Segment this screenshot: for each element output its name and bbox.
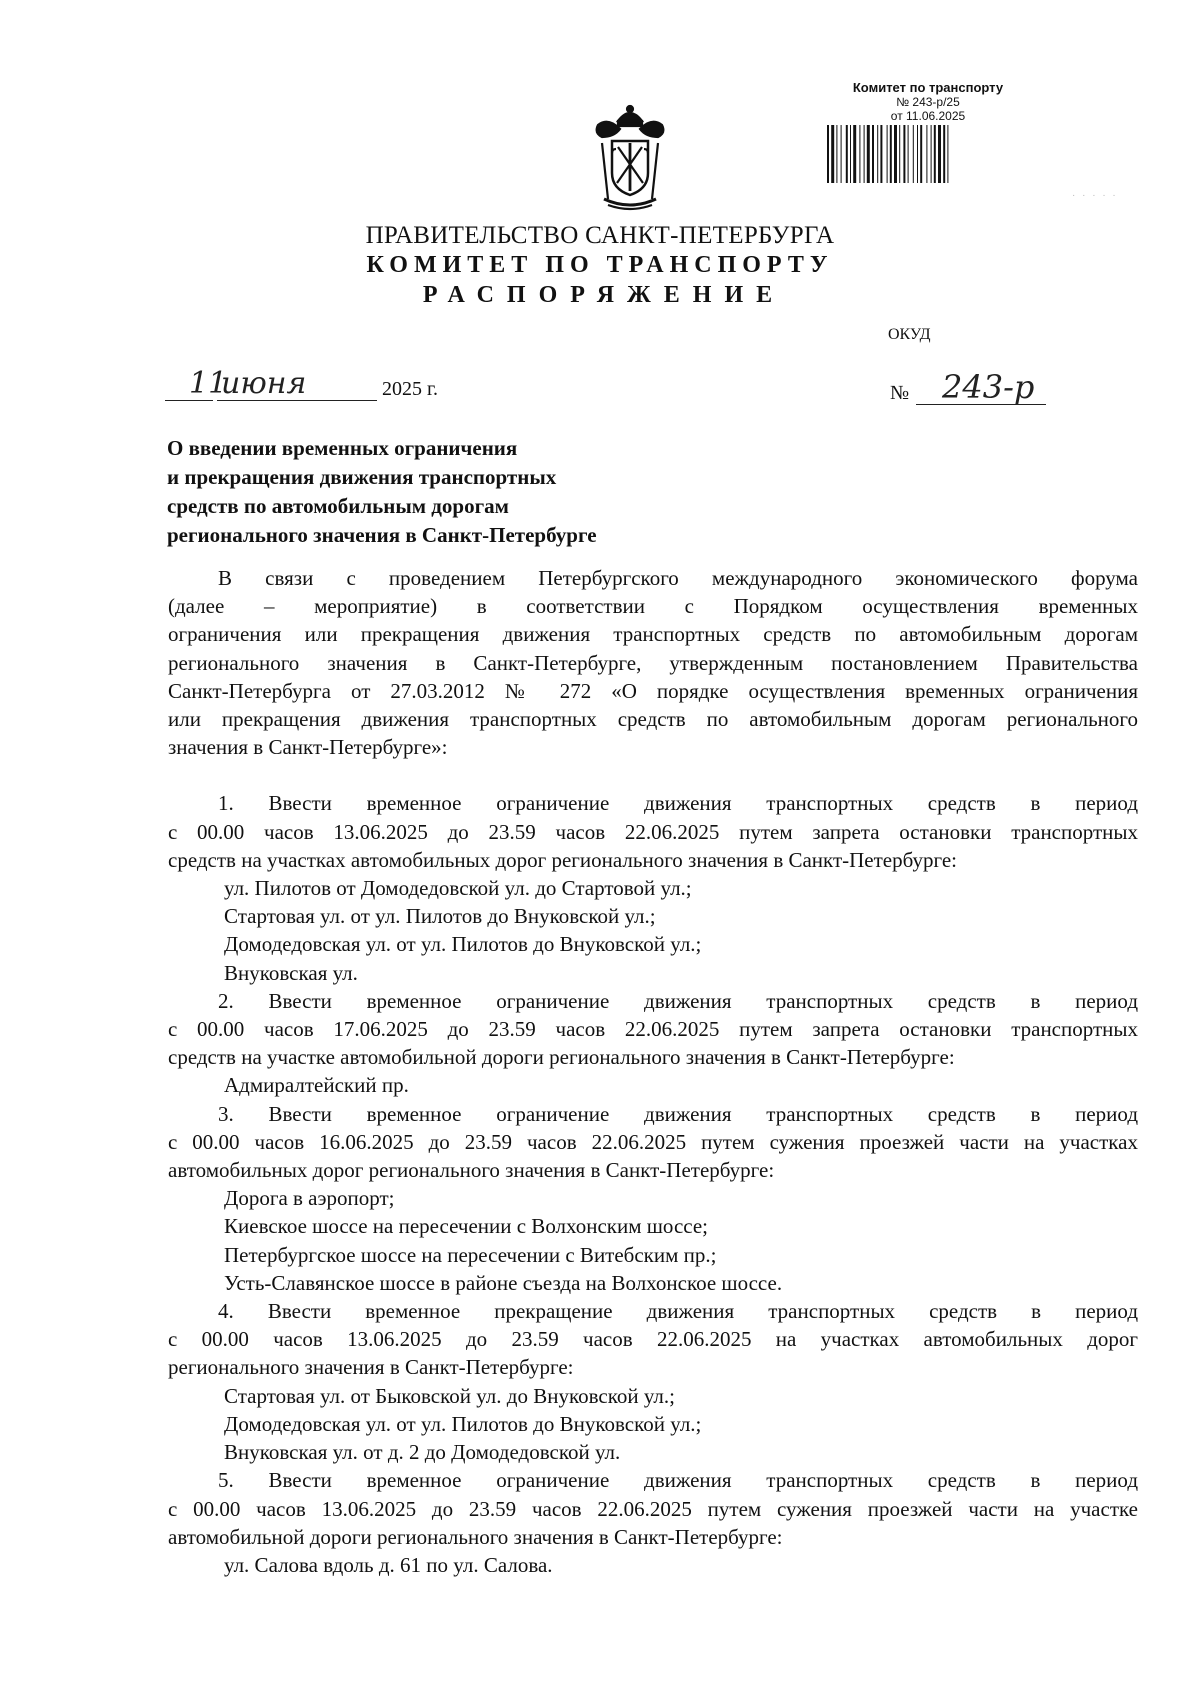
barcode-bar bbox=[877, 125, 878, 183]
title-line: и прекращения движения транспортных bbox=[167, 465, 557, 489]
barcode-bar bbox=[913, 125, 914, 183]
barcode-bar bbox=[836, 125, 837, 183]
body-line: или прекращения движения транспортных средств по автомобильным дорогам регионального bbox=[168, 707, 1138, 732]
title-line: О введении временных ограничения bbox=[167, 436, 518, 460]
committee-heading: КОМИТЕТ ПО ТРАНСПОРТУ bbox=[366, 252, 834, 278]
body-line: с 00.00 часов 17.06.2025 до 23.59 часов 22.06.2025 путем запрета остановки транспортных bbox=[168, 1017, 1138, 1042]
list-item: Усть-Славянское шоссе в районе съезда на Волхонское шоссе. bbox=[224, 1270, 783, 1295]
body-line: 4. Ввести временное прекращение движения транспортных средств в период bbox=[218, 1299, 1138, 1324]
list-item: Внуковская ул. bbox=[224, 960, 358, 985]
body-line: регионального значения в Санкт-Петербурге: bbox=[168, 1355, 574, 1380]
list-item: Адмиралтейский пр. bbox=[224, 1073, 409, 1098]
list-item: Внуковская ул. от д. 2 до Домодедовской ул. bbox=[224, 1440, 621, 1465]
preamble-paragraph bbox=[168, 564, 1138, 761]
barcode-bar bbox=[938, 125, 941, 183]
date-year: 2025 г. bbox=[382, 378, 438, 400]
barcode-bar bbox=[887, 125, 888, 183]
barcode-bar bbox=[859, 125, 860, 183]
document-title bbox=[167, 434, 727, 550]
barcode-bar bbox=[864, 125, 865, 183]
body-line: регионального значения в Санкт-Петербурге, утвержденным постановлением Правительства bbox=[168, 650, 1138, 675]
barcode-bar bbox=[934, 125, 936, 183]
list-item: Домодедовская ул. от ул. Пилотов до Внуковской ул.; bbox=[224, 1411, 702, 1436]
list-item: Киевское шоссе на пересечении с Волхонским шоссе; bbox=[224, 1214, 709, 1239]
barcode-bar bbox=[943, 125, 945, 183]
clause-5 bbox=[168, 1466, 1138, 1579]
barcode bbox=[823, 125, 1033, 183]
clause-1 bbox=[168, 789, 1138, 986]
barcode-bar bbox=[841, 125, 842, 183]
body-line: автомобильных дорог регионального значения в Санкт-Петербурге: bbox=[168, 1158, 775, 1183]
body-line: средств на участке автомобильной дороги регионального значения в Санкт-Петербурге: bbox=[168, 1045, 955, 1070]
barcode-bar bbox=[850, 125, 851, 183]
list-item: Дорога в аэропорт; bbox=[224, 1186, 395, 1211]
body-line: 2. Ввести временное ограничение движения транспортных средств в период bbox=[218, 988, 1138, 1013]
list-item: ул. Салова вдоль д. 61 по ул. Салова. bbox=[224, 1552, 553, 1577]
barcode-bar bbox=[867, 125, 870, 183]
document-type-heading: РАСПОРЯЖЕНИЕ bbox=[422, 282, 786, 308]
clause-2 bbox=[168, 987, 1138, 1100]
barcode-bar bbox=[894, 125, 897, 183]
body-line: с 00.00 часов 13.06.2025 до 23.59 часов 22.06.2025 путем сужения проезжей части на участке bbox=[168, 1496, 1138, 1521]
number-sign: № bbox=[890, 382, 910, 404]
body-line: с 00.00 часов 13.06.2025 до 23.59 часов 22.06.2025 путем запрета остановки транспортных bbox=[168, 819, 1138, 844]
barcode-bar bbox=[917, 125, 918, 183]
clause-4 bbox=[168, 1297, 1138, 1466]
list-item: Домодедовская ул. от ул. Пилотов до Внуковской ул.; bbox=[224, 932, 702, 957]
handwritten-month: июня bbox=[221, 366, 307, 401]
document-date bbox=[165, 366, 455, 406]
barcode-bar bbox=[827, 125, 829, 183]
barcode-bar bbox=[872, 125, 874, 183]
handwritten-number: 243-р bbox=[942, 368, 1035, 406]
barcode-bar bbox=[890, 125, 892, 183]
title-line: регионального значения в Санкт-Петербурге bbox=[167, 523, 597, 547]
barcode-bar bbox=[947, 125, 948, 183]
clause-3 bbox=[168, 1100, 1138, 1297]
body-line: 3. Ввести временное ограничение движения транспортных средств в период bbox=[218, 1101, 1138, 1126]
barcode-bar bbox=[831, 125, 834, 183]
barcode-bar bbox=[846, 125, 848, 183]
government-heading: ПРАВИТЕЛЬСТВО САНКТ-ПЕТЕРБУРГА bbox=[365, 222, 835, 249]
body-line: с 00.00 часов 16.06.2025 до 23.59 часов 22.06.2025 путем сужения проезжей части на участках bbox=[168, 1129, 1138, 1154]
stamp-date: от 11.06.2025 bbox=[890, 109, 966, 123]
barcode-bar bbox=[880, 125, 882, 183]
barcode-bar bbox=[926, 125, 927, 183]
body-line: В связи с проведением Петербургского международного экономического форума bbox=[218, 566, 1138, 590]
body-line: автомобильной дороги регионального значения в Санкт-Петербурге: bbox=[168, 1524, 783, 1549]
barcode-bar bbox=[908, 125, 909, 183]
body-line: (далее – мероприятие) в соответствии с Порядком осуществления временных bbox=[168, 594, 1138, 619]
body-line: средств на участках автомобильных дорог регионального значения в Санкт-Петербурге: bbox=[168, 847, 958, 872]
coat-of-arms-emblem bbox=[588, 103, 672, 213]
barcode-bar bbox=[931, 125, 932, 183]
barcode-bar bbox=[920, 125, 922, 183]
body-line: Санкт-Петербурга от 27.03.2012 № 272 «О порядке осуществления временных ограничения bbox=[168, 678, 1138, 703]
document-number bbox=[890, 368, 1050, 416]
body-line: ограничения или прекращения движения транспортных средств по автомобильным дорогам bbox=[168, 622, 1138, 647]
body-line: 1. Ввести временное ограничение движения транспортных средств в период bbox=[218, 791, 1138, 816]
list-item: Петербургское шоссе на пересечении с Витебским пр.; bbox=[224, 1242, 717, 1267]
okud-label: ОКУД bbox=[888, 326, 931, 343]
list-item: Стартовая ул. от ул. Пилотов до Внуковской ул.; bbox=[224, 904, 656, 929]
barcode-dots: · · · · · bbox=[1072, 190, 1118, 201]
barcode-bar bbox=[853, 125, 856, 183]
registration-stamp bbox=[812, 80, 1044, 183]
title-line: средств по автомобильным дорогам bbox=[167, 494, 509, 518]
body-line: с 00.00 часов 13.06.2025 до 23.59 часов 22.06.2025 на участках автомобильных дорог bbox=[168, 1327, 1138, 1352]
list-item: Стартовая ул. от Быковской ул. до Внуковской ул.; bbox=[224, 1383, 675, 1408]
stamp-number: № 243-р/25 bbox=[896, 95, 960, 109]
handwritten-day: 11 bbox=[189, 366, 228, 401]
body-line: 5. Ввести временное ограничение движения транспортных средств в период bbox=[218, 1468, 1138, 1493]
document-body bbox=[168, 564, 1138, 1579]
body-line: значения в Санкт-Петербурге»: bbox=[168, 735, 448, 760]
stamp-organization: Комитет по транспорту bbox=[852, 80, 1004, 95]
barcode-bar bbox=[899, 125, 900, 183]
barcode-bar bbox=[903, 125, 905, 183]
list-item: ул. Пилотов от Домодедовской ул. до Стартовой ул.; bbox=[224, 876, 692, 901]
